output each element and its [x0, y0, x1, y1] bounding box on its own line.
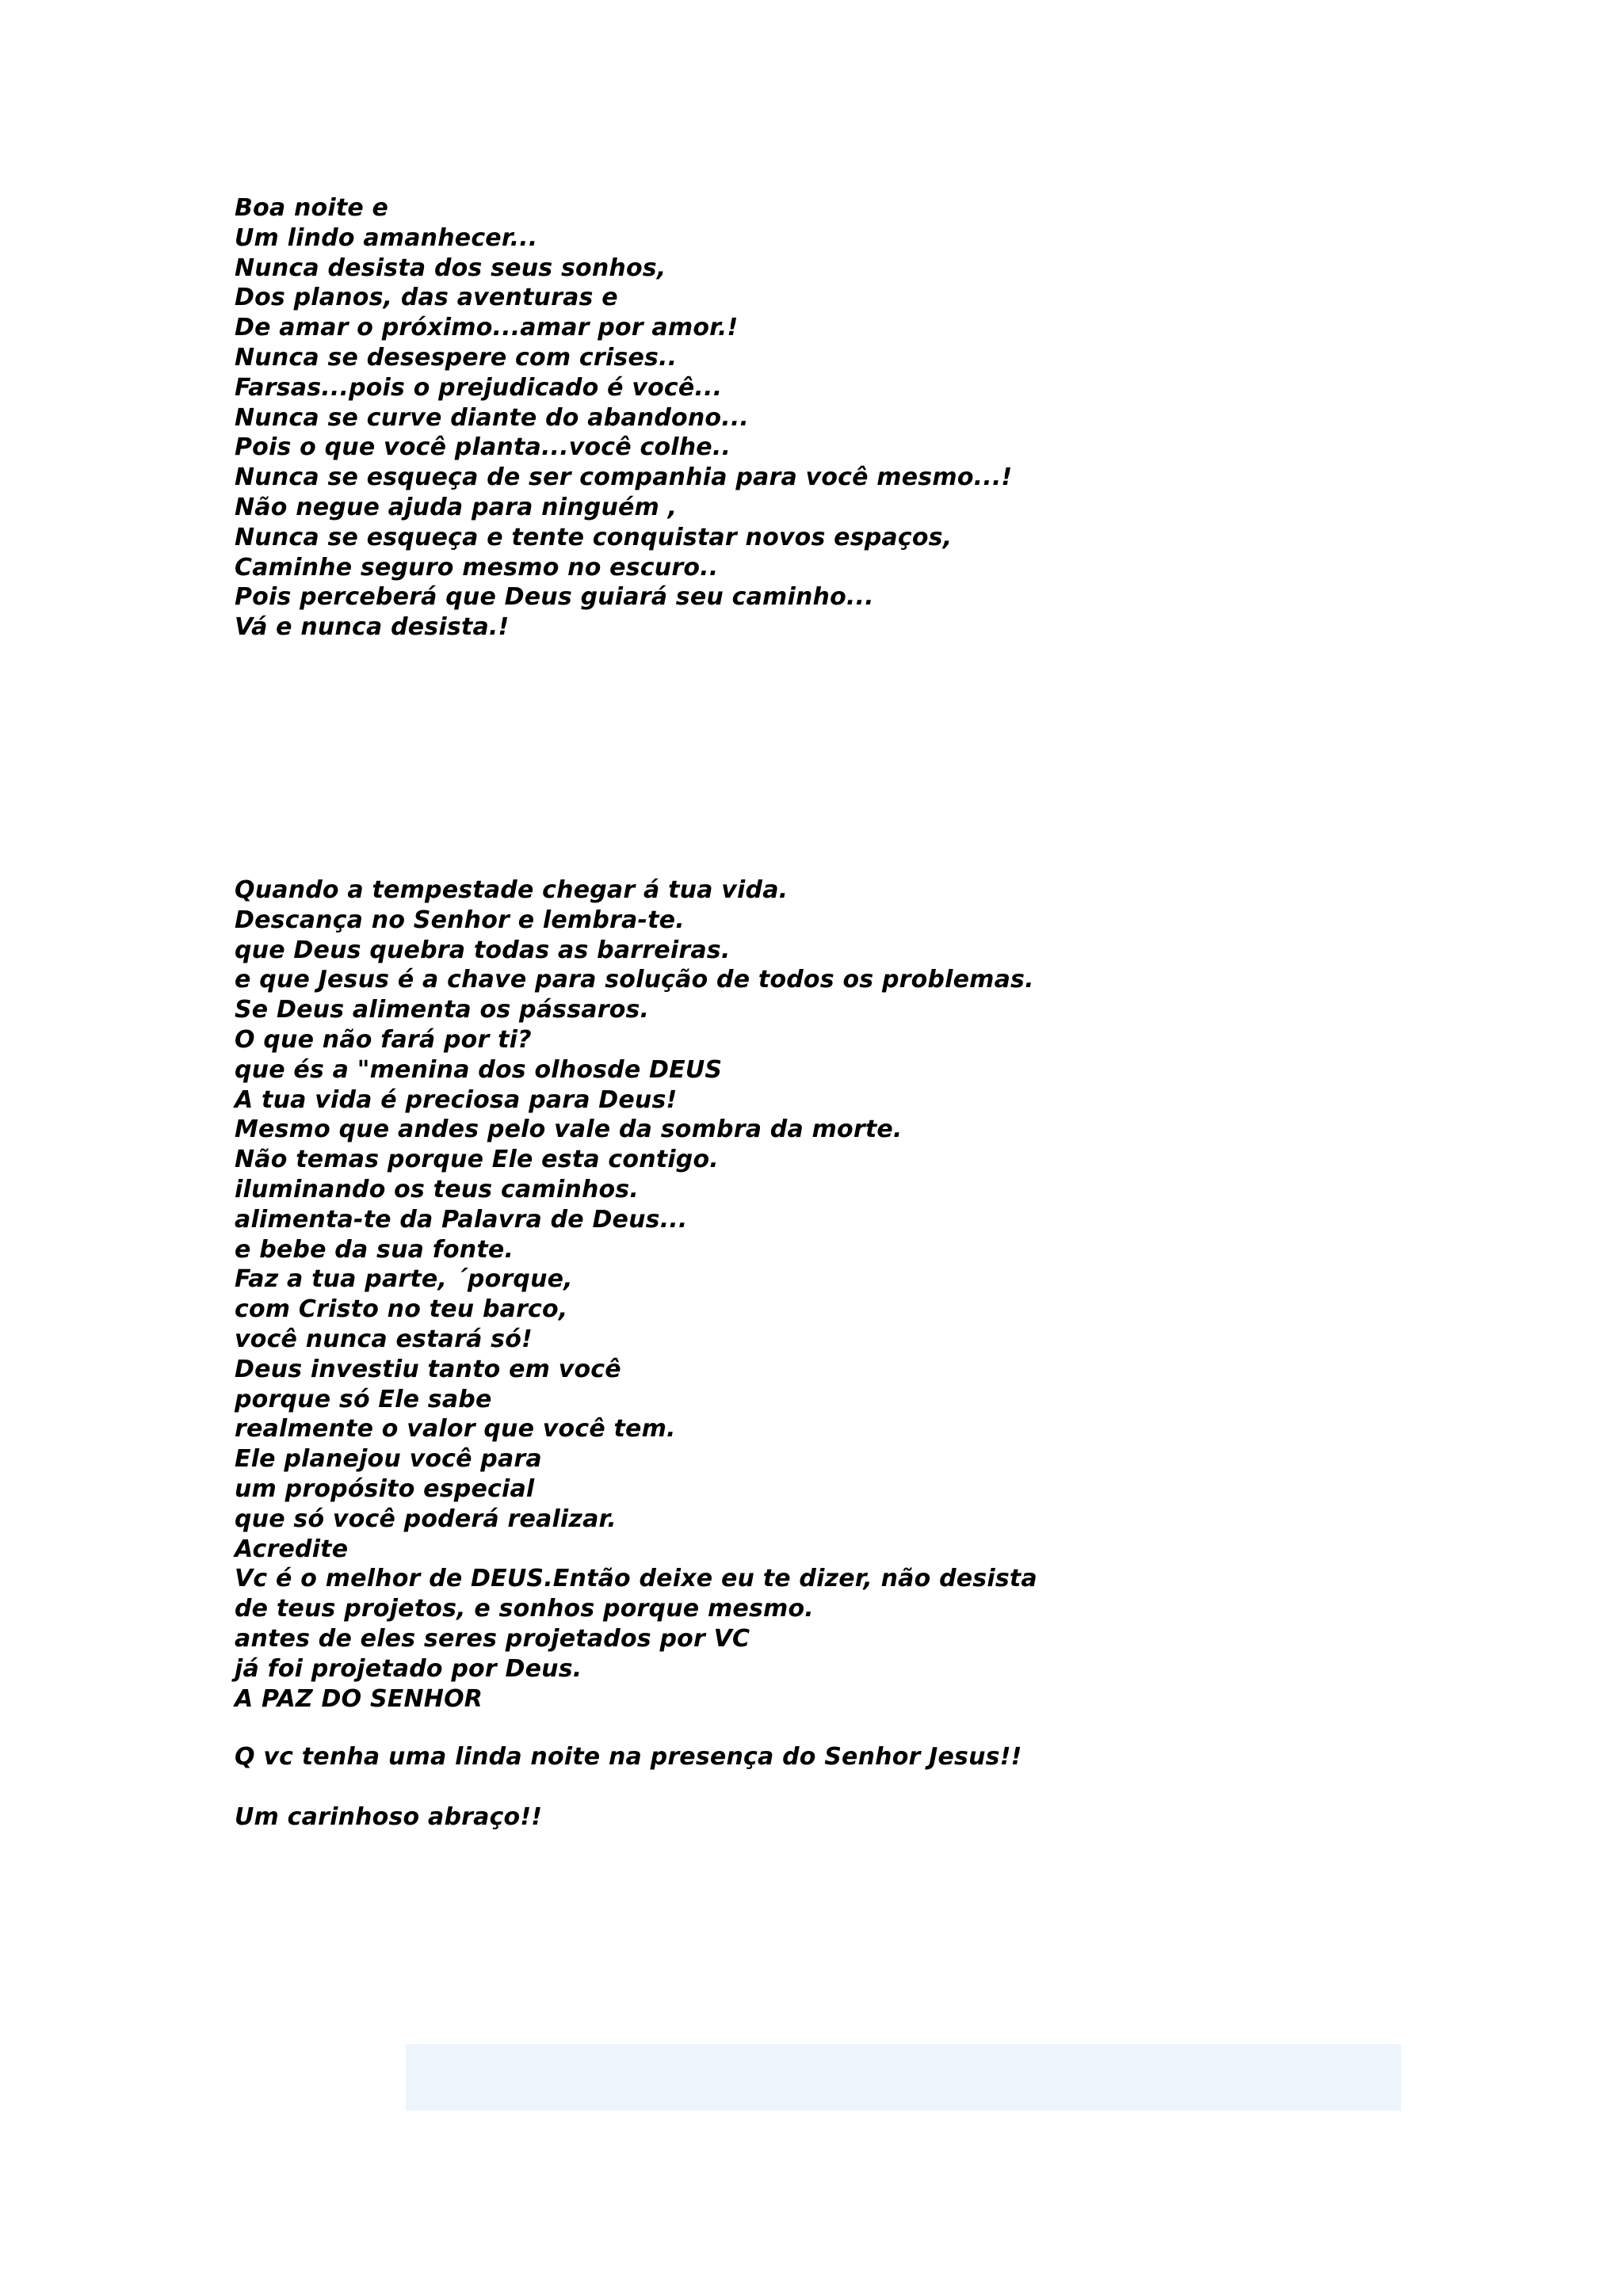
poem-line: Vá e nunca desista.!: [235, 613, 510, 642]
poem-line: Pois o que você planta...você colhe..: [235, 433, 731, 462]
poem-line: A tua vida é preciosa para Deus!: [235, 1085, 678, 1114]
poem-line: Descança no Senhor e lembra-te.: [235, 906, 685, 934]
poem-line: de teus projetos, e sonhos porque mesmo.: [235, 1595, 814, 1623]
closing-line: Um carinhoso abraço!!: [235, 1803, 543, 1831]
poem-line: alimenta-te da Palavra de Deus...: [235, 1205, 688, 1234]
poem-line: Acredite: [235, 1535, 349, 1563]
poem-line: realmente o valor que você tem.: [235, 1415, 676, 1444]
poem-line: Faz a tua parte, ´porque,: [235, 1265, 573, 1294]
poem-line: que só você poderá realizar.: [235, 1505, 617, 1533]
poem-line: Nunca se esqueça e tente conquistar novos espaços,: [235, 523, 953, 551]
poem-line: Mesmo que andes pelo vale da sombra da morte.: [235, 1116, 903, 1144]
poem-line: porque só Ele sabe: [235, 1385, 492, 1413]
poem-line: Se Deus alimenta os pássaros.: [235, 996, 650, 1024]
closing-line: Q vc tenha uma linda noite na presença do Senhor Jesus!!: [235, 1743, 1022, 1771]
poem-line: Dos planos, das aventuras e: [235, 284, 618, 312]
poem-line: Caminhe seguro mesmo no escuro..: [235, 553, 719, 582]
poem-line: Quando a tempestade chegar á tua vida.: [235, 876, 789, 904]
closing-signoff: [235, 1802, 542, 1833]
poem-second-stanza: [235, 875, 1037, 1714]
poem-line: que és a "menina dos olhosde DEUS: [235, 1055, 723, 1084]
poem-line: antes de eles seres projetados por VC: [235, 1624, 750, 1653]
poem-line: Nunca se curve diante do abandono...: [235, 403, 750, 432]
closing-wish: [235, 1742, 1022, 1772]
poem-line: O que não fará por ti?: [235, 1025, 532, 1054]
poem-line: Vc é o melhor de DEUS.Então deixe eu te dizer, não desista: [235, 1565, 1037, 1593]
poem-line: Um lindo amanhecer...: [235, 223, 538, 252]
poem-line: e que Jesus é a chave para solução de todos os problemas.: [235, 966, 1034, 994]
poem-line: Não negue ajuda para ninguém ,: [235, 493, 678, 521]
poem-first-stanza: [235, 193, 1012, 643]
poem-line: um propósito especial: [235, 1474, 535, 1503]
poem-line: Ele planejou você para: [235, 1445, 542, 1474]
poem-line: Não temas porque Ele esta contigo.: [235, 1146, 719, 1174]
poem-line: Pois perceberá que Deus guiará seu caminho...: [235, 583, 874, 612]
poem-line: Nunca desista dos seus sonhos,: [235, 254, 666, 282]
poem-line: Deus investiu tanto em você: [235, 1355, 621, 1383]
poem-line: você nunca estará só!: [235, 1325, 533, 1353]
poem-line: Farsas...pois o prejudicado é você...: [235, 373, 723, 402]
poem-line: que Deus quebra todas as barreiras.: [235, 936, 731, 964]
poem-line: Nunca se desespere com crises..: [235, 343, 678, 372]
poem-line: Boa noite e: [235, 194, 389, 222]
poem-line: De amar o próximo...amar por amor.!: [235, 314, 739, 342]
poem-line: Nunca se esqueça de ser companhia para você mesmo...!: [235, 463, 1013, 492]
poem-line: iluminando os teus caminhos.: [235, 1175, 639, 1203]
poem-line: e bebe da sua fonte.: [235, 1235, 514, 1264]
poem-line: com Cristo no teu barco,: [235, 1295, 568, 1324]
poem-line: já foi projetado por Deus.: [235, 1654, 582, 1683]
footer-highlight-band: [406, 2044, 1401, 2111]
poem-line: A PAZ DO SENHOR: [235, 1684, 483, 1713]
